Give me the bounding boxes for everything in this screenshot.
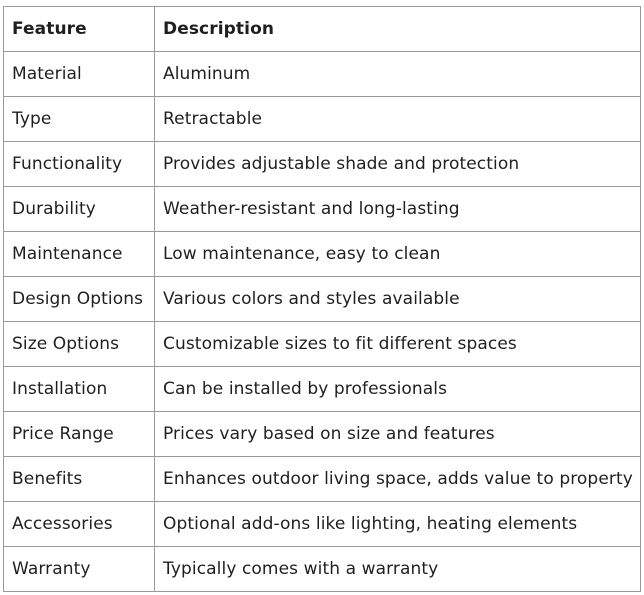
table-row [4, 232, 641, 277]
feature-cell: Type [4, 97, 155, 142]
description-cell: Low maintenance, easy to clean [155, 232, 641, 277]
table-row [4, 457, 641, 502]
table-row [4, 412, 641, 457]
description-cell: Various colors and styles available [155, 277, 641, 322]
description-cell: Can be installed by professionals [155, 367, 641, 412]
table-row [4, 322, 641, 367]
feature-cell: Size Options [4, 322, 155, 367]
feature-cell: Price Range [4, 412, 155, 457]
feature-table [3, 6, 641, 592]
table-row [4, 502, 641, 547]
table-header-row [4, 7, 641, 52]
feature-cell: Accessories [4, 502, 155, 547]
table-row [4, 97, 641, 142]
description-cell: Prices vary based on size and features [155, 412, 641, 457]
description-cell: Provides adjustable shade and protection [155, 142, 641, 187]
table-row [4, 277, 641, 322]
table-row [4, 52, 641, 97]
description-cell: Weather-resistant and long-lasting [155, 187, 641, 232]
feature-cell: Installation [4, 367, 155, 412]
description-cell: Enhances outdoor living space, adds value to property [155, 457, 641, 502]
feature-cell: Warranty [4, 547, 155, 592]
description-cell: Optional add-ons like lighting, heating elements [155, 502, 641, 547]
feature-cell: Benefits [4, 457, 155, 502]
description-cell: Retractable [155, 97, 641, 142]
column-header-feature: Feature [4, 7, 155, 52]
description-cell: Typically comes with a warranty [155, 547, 641, 592]
table-row [4, 547, 641, 592]
table-row [4, 367, 641, 412]
feature-cell: Design Options [4, 277, 155, 322]
table-row [4, 142, 641, 187]
description-cell: Customizable sizes to fit different spaces [155, 322, 641, 367]
feature-cell: Maintenance [4, 232, 155, 277]
feature-cell: Material [4, 52, 155, 97]
table-row [4, 187, 641, 232]
description-cell: Aluminum [155, 52, 641, 97]
feature-cell: Functionality [4, 142, 155, 187]
column-header-description: Description [155, 7, 641, 52]
feature-cell: Durability [4, 187, 155, 232]
